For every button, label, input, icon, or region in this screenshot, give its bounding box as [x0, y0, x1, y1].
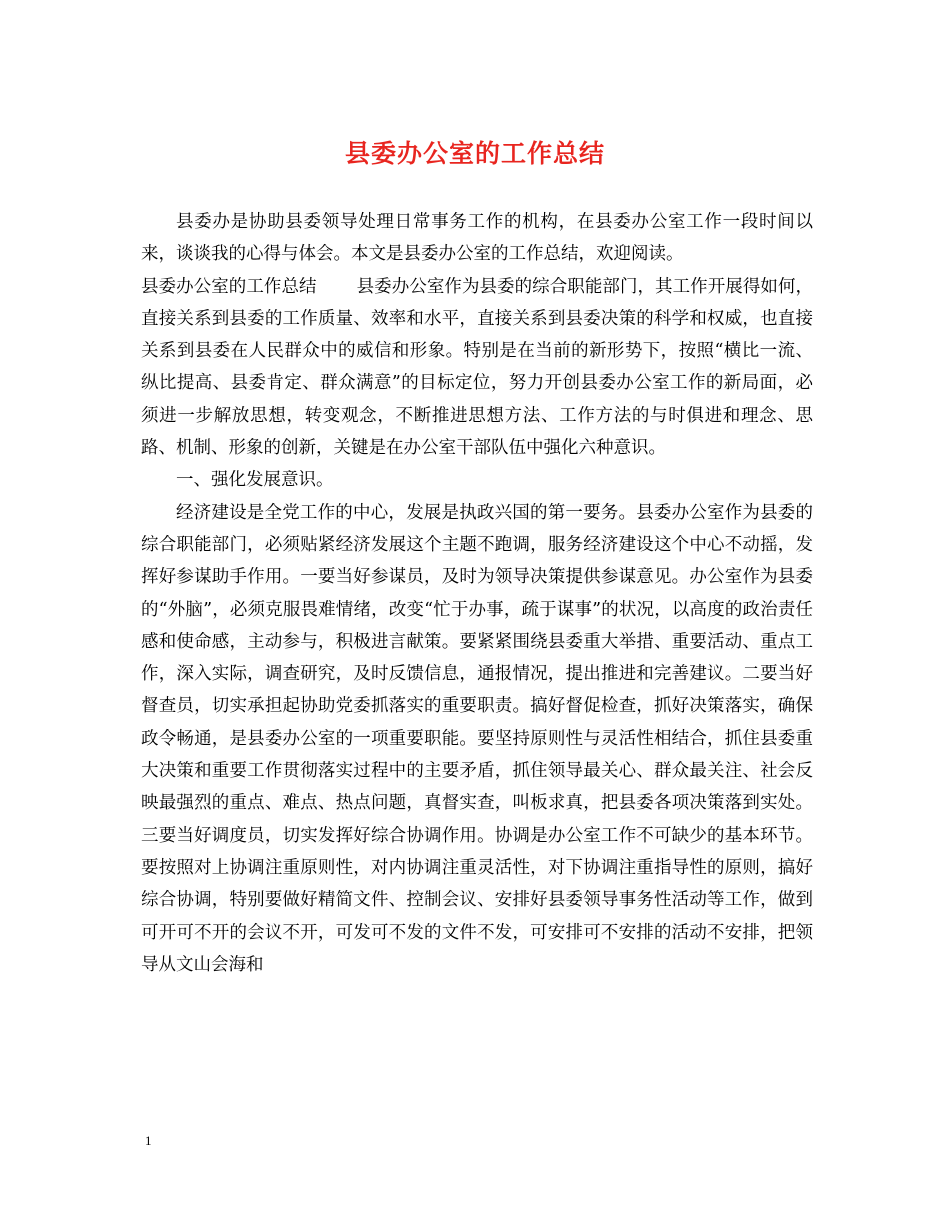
- intro-paragraph: 县委办是协助县委领导处理日常事务工作的机构，在县委办公室工作一段时间以来，谈谈我的心得与体会。本文是县委办公室的工作总结，欢迎阅读。: [141, 212, 813, 265]
- section-heading-1: 一、强化发展意识。: [176, 470, 334, 491]
- main-paragraph-lead: 县委办公室的工作总结: [141, 276, 317, 297]
- document-title: 县委办公室的工作总结: [344, 139, 605, 168]
- main-paragraph-text: 县委办公室作为县委的综合职能部门，其工作开展得如何，直接关系到县委的工作质量、效率和水平，直接关系到县委决策的科学和权威，也直接关系到县委在人民群众中的威信和形象。特别是在当前的新形势下，按照“横比一流、纵比提高、县委肯定、群众满意”的目标定位，努力开创县委办公室工作的新局面，必须进一步解放思想，转变观念，不断推进思想方法、工作方法的与时俱进和理念、思路、机制、形象的创新，关键是在办公室干部队伍中强化六种意识。: [141, 276, 814, 459]
- document-body: [141, 206, 813, 981]
- section-1-paragraph: 经济建设是全党工作的中心，发展是执政兴国的第一要务。县委办公室作为县委的综合职能部门，必须贴紧经济发展这个主题不跑调，服务经济建设这个中心不动摇，发挥好参谋助手作用。一要当好参谋员，及时为领导决策提供参谋意见。办公室作为县委的“外脑”，必须克服畏难情绪，改变“忙于办事，疏于谋事”的状况，以高度的政治责任感和使命感，主动参与，积极进言献策。要紧紧围绕县委重大举措、重要活动、重点工作，深入实际，调查研究，及时反馈信息，通报情况，提出推进和完善建议。二要当好督查员，切实承担起协助党委抓落实的重要职责。搞好督促检查，抓好决策落实，确保政令畅通，是县委办公室的一项重要职能。要坚持原则性与灵活性相结合，抓住县委重大决策和重要工作贯彻落实过程中的主要矛盾，抓住领导最关心、群众最关注、社会反映最强烈的重点、难点、热点问题，真督实查，叫板求真，把县委各项决策落到实处。三要当好调度员，切实发挥好综合协调作用。协调是办公室工作不可缺少的基本环节。要按照对上协调注重原则性，对内协调注重灵活性，对下协调注重指导性的原则，搞好综合协调，特别要做好精简文件、控制会议、安排好县委领导事务性活动等工作，做到可开可不开的会议不开，可发可不发的文件不发，可安排可不安排的活动不安排，把领导从文山会海和: [141, 502, 813, 975]
- page-number: 1: [145, 1133, 152, 1148]
- main-paragraph: [141, 271, 813, 465]
